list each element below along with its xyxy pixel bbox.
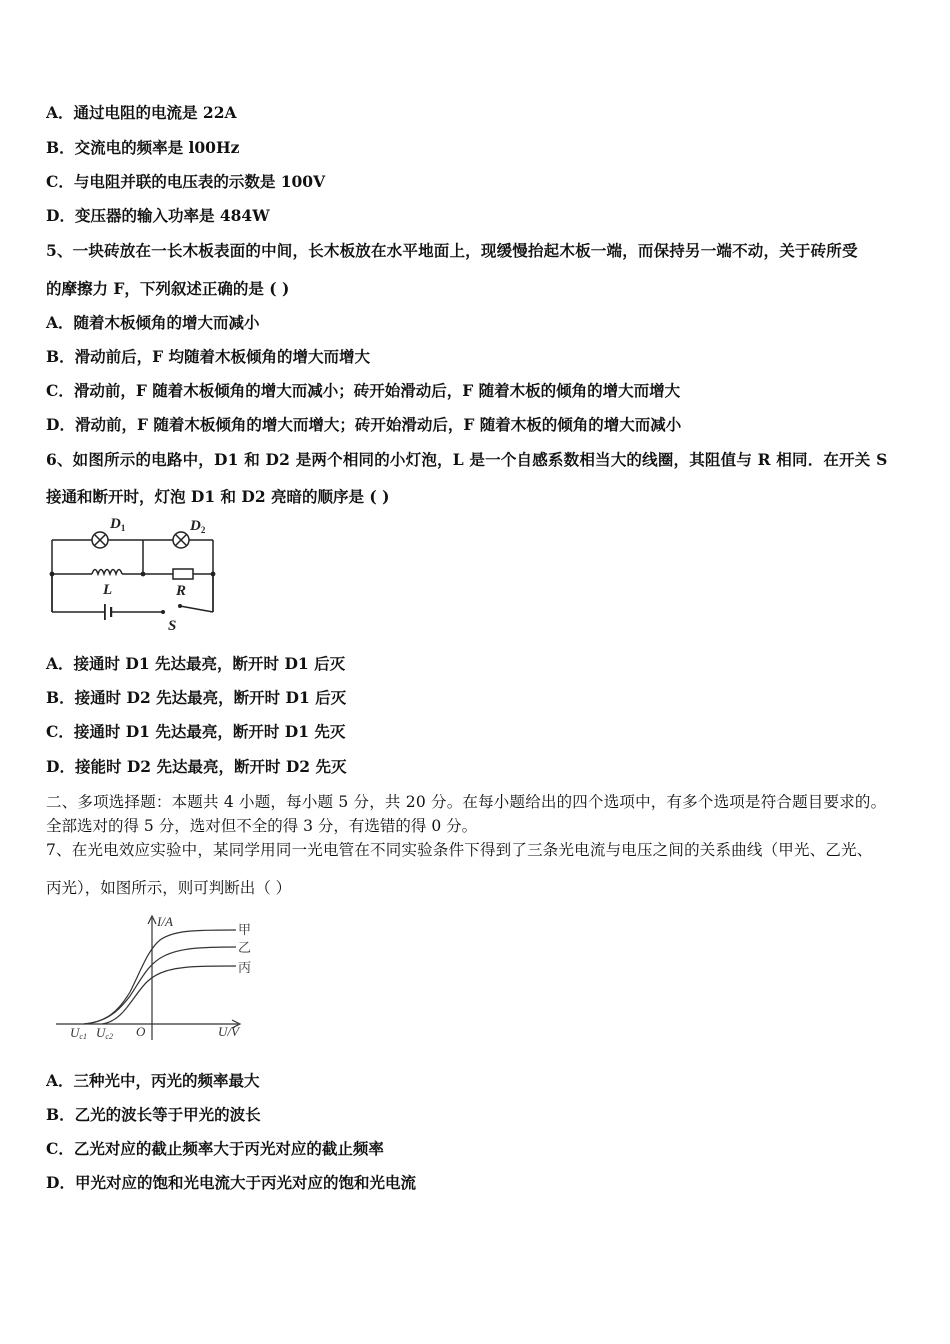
q5-stem-line2: 的摩擦力 F，下列叙述正确的是 ( ) (46, 279, 290, 298)
q4-option-c: C．与电阻并联的电压表的示数是 100V (46, 172, 326, 191)
q4-option-a: A．通过电阻的电流是 22A (46, 103, 237, 122)
q5-option-a: A．随着木板倾角的增大而减小 (46, 313, 260, 332)
q4-option-d: D．变压器的输入功率是 484W (46, 206, 270, 225)
circuit-diagram (40, 510, 230, 635)
d1-label: $D_1$ (110, 516, 126, 533)
q5-option-d: D．滑动前，F 随着木板倾角的增大而增大；砖开始滑动后，F 随着木板的倾角的增大而减小 (46, 415, 682, 434)
q7-option-a: A．三种光中，丙光的频率最大 (46, 1071, 260, 1090)
q7-option-d: D．甲光对应的饱和光电流大于丙光对应的饱和光电流 (46, 1173, 416, 1192)
q6-option-d: D．接能时 D2 先达最亮，断开时 D2 先灭 (46, 757, 347, 776)
q4-option-b: B．交流电的频率是 l00Hz (46, 138, 240, 157)
resistor-label: R (176, 583, 187, 599)
q7-stem-line1: 7、在光电效应实验中，某同学用同一光电管在不同实验条件下得到了三条光电流与电压之间的关系曲线（甲光、乙光、 (46, 841, 873, 859)
section2-line1: 二、多项选择题：本题共 4 小题，每小题 5 分，共 20 分。在每小题给出的四个选项中，有多个选项是符合题目要求的。 (46, 793, 887, 811)
q7-stem-line2: 丙光），如图所示，则可判断出（ ） (46, 879, 292, 897)
curve-bing-label: 丙 (238, 960, 252, 975)
uc1-label: Uc1 (70, 1025, 87, 1041)
inductor-label: L (103, 582, 113, 598)
d2-label: $D_2$ (190, 518, 206, 535)
curve-jia-label: 甲 (238, 922, 252, 937)
q7-option-c: C．乙光对应的截止频率大于丙光对应的截止频率 (46, 1139, 384, 1158)
q7-option-b: B．乙光的波长等于甲光的波长 (46, 1105, 261, 1124)
q5-option-c: C．滑动前，F 随着木板倾角的增大而减小；砖开始滑动后，F 随着木板的倾角的增大而增大 (46, 381, 681, 400)
curve-yi-label: 乙 (238, 940, 252, 955)
photoelectric-graph (56, 912, 266, 1047)
q6-stem-line2: 接通和断开时，灯泡 D1 和 D2 亮暗的顺序是 ( ) (46, 487, 390, 506)
curve-bing (102, 966, 236, 1024)
q5-option-b: B．滑动前后，F 均随着木板倾角的增大而增大 (46, 347, 371, 366)
section2-line2: 全部选对的得 5 分，选对但不全的得 3 分，有选错的得 0 分。 (46, 817, 478, 835)
q6-option-c: C．接通时 D1 先达最亮，断开时 D1 先灭 (46, 722, 346, 741)
q6-option-a: A．接通时 D1 先达最亮，断开时 D1 后灭 (46, 654, 346, 673)
curve-yi (84, 947, 236, 1024)
uc2-label: Uc2 (96, 1025, 113, 1041)
origin-label: O (136, 1024, 146, 1039)
q6-option-b: B．接通时 D2 先达最亮，断开时 D1 后灭 (46, 688, 347, 707)
switch-label: S (168, 618, 177, 634)
y-axis-label: I/A (157, 914, 173, 929)
q5-stem-line1: 5、一块砖放在一长木板表面的中间，长木板放在水平地面上，现缓慢抬起木板一端，而保持另一端不动，关于砖所受 (46, 241, 858, 260)
q6-stem-line1: 6、如图所示的电路中，D1 和 D2 是两个相同的小灯泡，L 是一个自感系数相当大的线圈，其阻值与 R 相同．在开关 S (46, 450, 888, 469)
curve-jia (84, 930, 236, 1024)
x-axis-label: U/V (218, 1024, 239, 1039)
